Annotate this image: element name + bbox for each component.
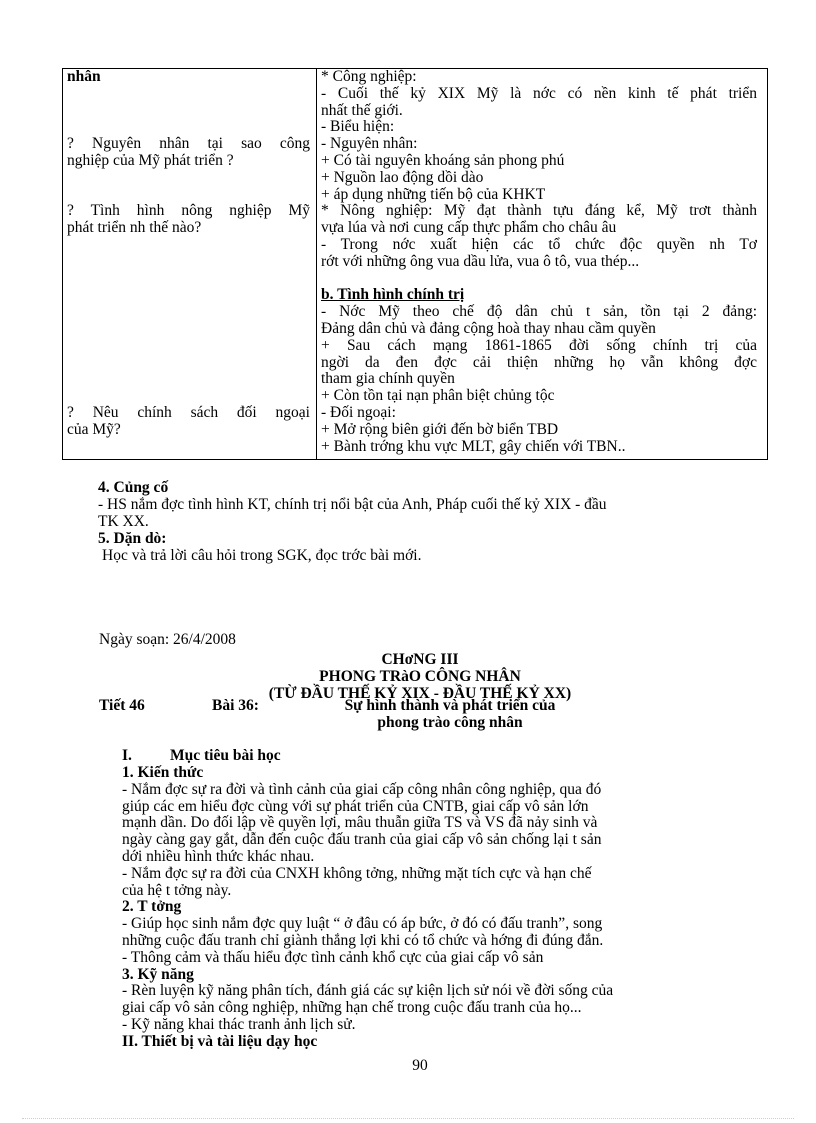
answer-line: tham gia chính quyền [321, 370, 455, 388]
question-foreign-policy-line2: của Mỹ? [67, 420, 121, 438]
skills-line: - Kỹ năng khai thác tranh ảnh lịch sử. [122, 1015, 356, 1033]
ideology-line: - Thông cảm và thấu hiểu đợc tình cảnh khổ cực của giai cấp vô sản [122, 948, 544, 966]
ideology-line: những cuộc đấu tranh chỉ giành thắng lợi khi có tổ chức và hớng đi đúng đắn. [122, 931, 604, 949]
consolidation-title: 4. Củng cố [98, 479, 169, 496]
answer-line: * Nông nghiệp: Mỹ đạt thành tựu đáng kể, Mỹ trơt thành [321, 202, 757, 220]
consolidation-section [98, 480, 748, 530]
lesson-title [300, 698, 600, 732]
table-right-column [321, 69, 757, 455]
objectives-body [122, 765, 742, 1051]
homework-section [98, 531, 748, 565]
lesson-table [62, 68, 768, 460]
section1-title: Mục tiêu bài học [170, 747, 281, 764]
knowledge-line: giúp các em hiểu đợc cùng với sự phát triển của CNTB, giai cấp vô sản lớn [122, 797, 589, 815]
answer-line: + Bành trớng khu vực MLT, gây chiến với TBN.. [321, 437, 626, 455]
lesson-period: Tiết 46 [99, 697, 145, 714]
knowledge-line: - Nắm đợc sự ra đời và tình cảnh của giai cấp công nhân công nghiệp, qua đó [122, 780, 602, 798]
knowledge-line: của hệ t tởng này. [122, 881, 232, 899]
lesson-number: Bài 36: [212, 697, 259, 714]
answer-line: + Có tài nguyên khoáng sản phong phú [321, 151, 565, 169]
skills-line: - Rèn luyện kỹ năng phân tích, đánh giá các sự kiện lịch sử nói về đời sống của [122, 982, 614, 1000]
answer-line: Đảng dân chủ và đảng cộng hoà thay nhau cầm quyền [321, 319, 656, 337]
left-row-continuation: nhân [67, 68, 101, 85]
answer-line: vựa lúa và nơi cung cấp thực phẩm cho châu âu [321, 219, 617, 237]
preparation-date: Ngày soạn: 26/4/2008 [99, 631, 236, 648]
answer-line: + Nguồn lao động dồi dào [321, 168, 484, 186]
page-number: 90 [412, 1057, 428, 1074]
question-industry-line2: nghiệp của Mỹ phát triển ? [67, 151, 234, 169]
answer-line: + áp dụng những tiến bộ của KHKT [321, 185, 546, 203]
skills-title: 3. Kỹ năng [122, 965, 194, 983]
answer-line: ngời da đen đợc cải thiện những họ vẫn không đợc [321, 353, 757, 371]
homework-line: Học và trả lời câu hỏi trong SGK, đọc trớc bài mới. [102, 546, 422, 564]
answer-line: - Nguyên nhân: [321, 135, 418, 153]
knowledge-title: 1. Kiến thức [122, 764, 204, 781]
homework-title: 5. Dặn dò: [98, 530, 167, 547]
chapter-number: CHơNG III [381, 651, 459, 668]
answer-line: - Đối ngoại: [321, 403, 396, 421]
answer-line: + Sau cách mạng 1861-1865 đời sống chính trị của [321, 336, 757, 354]
page-bottom-border [22, 1118, 794, 1119]
answer-line: + Mở rộng biên giới đến bờ biển TBD [321, 420, 559, 438]
lesson-title-line1: Sự hình thành và phát triển của [344, 697, 556, 714]
answer-line: - Biểu hiện: [321, 118, 395, 136]
chapter-period: (TỪ ĐẦU THẾ KỶ XIX - ĐẦU THẾ KỶ XX) [268, 684, 572, 702]
question-foreign-policy-line1: ? Nêu chính sách đối ngoại [67, 403, 310, 421]
question-agriculture-line1: ? Tình hình nông nghiệp Mỹ [67, 202, 310, 220]
answer-line: * Công nghiệp: [321, 68, 417, 85]
knowledge-line: mạnh dần. Do đối lập về quyền lợi, mâu thuẫn giữa TS và VS đã nảy sinh và [122, 814, 598, 832]
section1-numeral: I. [122, 747, 132, 764]
table-column-divider [316, 69, 317, 459]
answer-line: + Còn tồn tại nạn phân biệt chủng tộc [321, 387, 555, 405]
knowledge-line: ngày càng gay gắt, dẫn đến cuộc đấu tranh của giai cấp vô sản chống lại t sản [122, 831, 602, 849]
consolidation-line: TK XX. [98, 512, 149, 530]
knowledge-line: dới nhiều hình thức khác nhau. [122, 847, 315, 865]
answer-line: - Trong nớc xuất hiện các tổ chức độc quyền nh Tơ [321, 235, 757, 253]
knowledge-line: - Nắm đợc sự ra đời của CNXH không tởng, những mặt tích cực và hạn chế [122, 864, 592, 882]
answer-line: rớt với những ông vua dầu lửa, vua ô tô, vua thép... [321, 252, 640, 270]
consolidation-line: - HS nắm đợc tình hình KT, chính trị nổi bật của Anh, Pháp cuối thế kỷ XIX - đầu [98, 495, 607, 513]
ideology-title: 2. T tởng [122, 898, 182, 916]
answer-line: nhất thế giới. [321, 101, 403, 119]
question-industry-line1: ? Nguyên nhân tại sao công [67, 135, 310, 153]
ideology-line: - Giúp học sinh nắm đợc quy luật “ ở đâu có áp bức, ở đó có đấu tranh”, song [122, 915, 603, 933]
lesson-title-line2: phong trào công nhân [377, 713, 523, 731]
table-left-column [67, 69, 310, 439]
question-agriculture-line2: phát triển nh thế nào? [67, 219, 202, 237]
skills-line: giai cấp vô sản công nghiệp, những hạn chế trong cuộc đấu tranh của họ... [122, 999, 582, 1017]
section2-title: II. Thiết bị và tài liệu dạy học [122, 1032, 318, 1050]
chapter-title: PHONG TRàO CÔNG NHÂN [319, 667, 521, 685]
answer-line: - Cuối thế kỷ XIX Mỹ là nớc có nền kinh tế phát triển [321, 84, 757, 102]
answer-line: - Nớc Mỹ theo chế độ dân chủ t sản, tồn tại 2 đảng: [321, 303, 757, 321]
chapter-heading [200, 652, 640, 702]
politics-subheading: b. Tình hình chính trị [321, 286, 465, 304]
